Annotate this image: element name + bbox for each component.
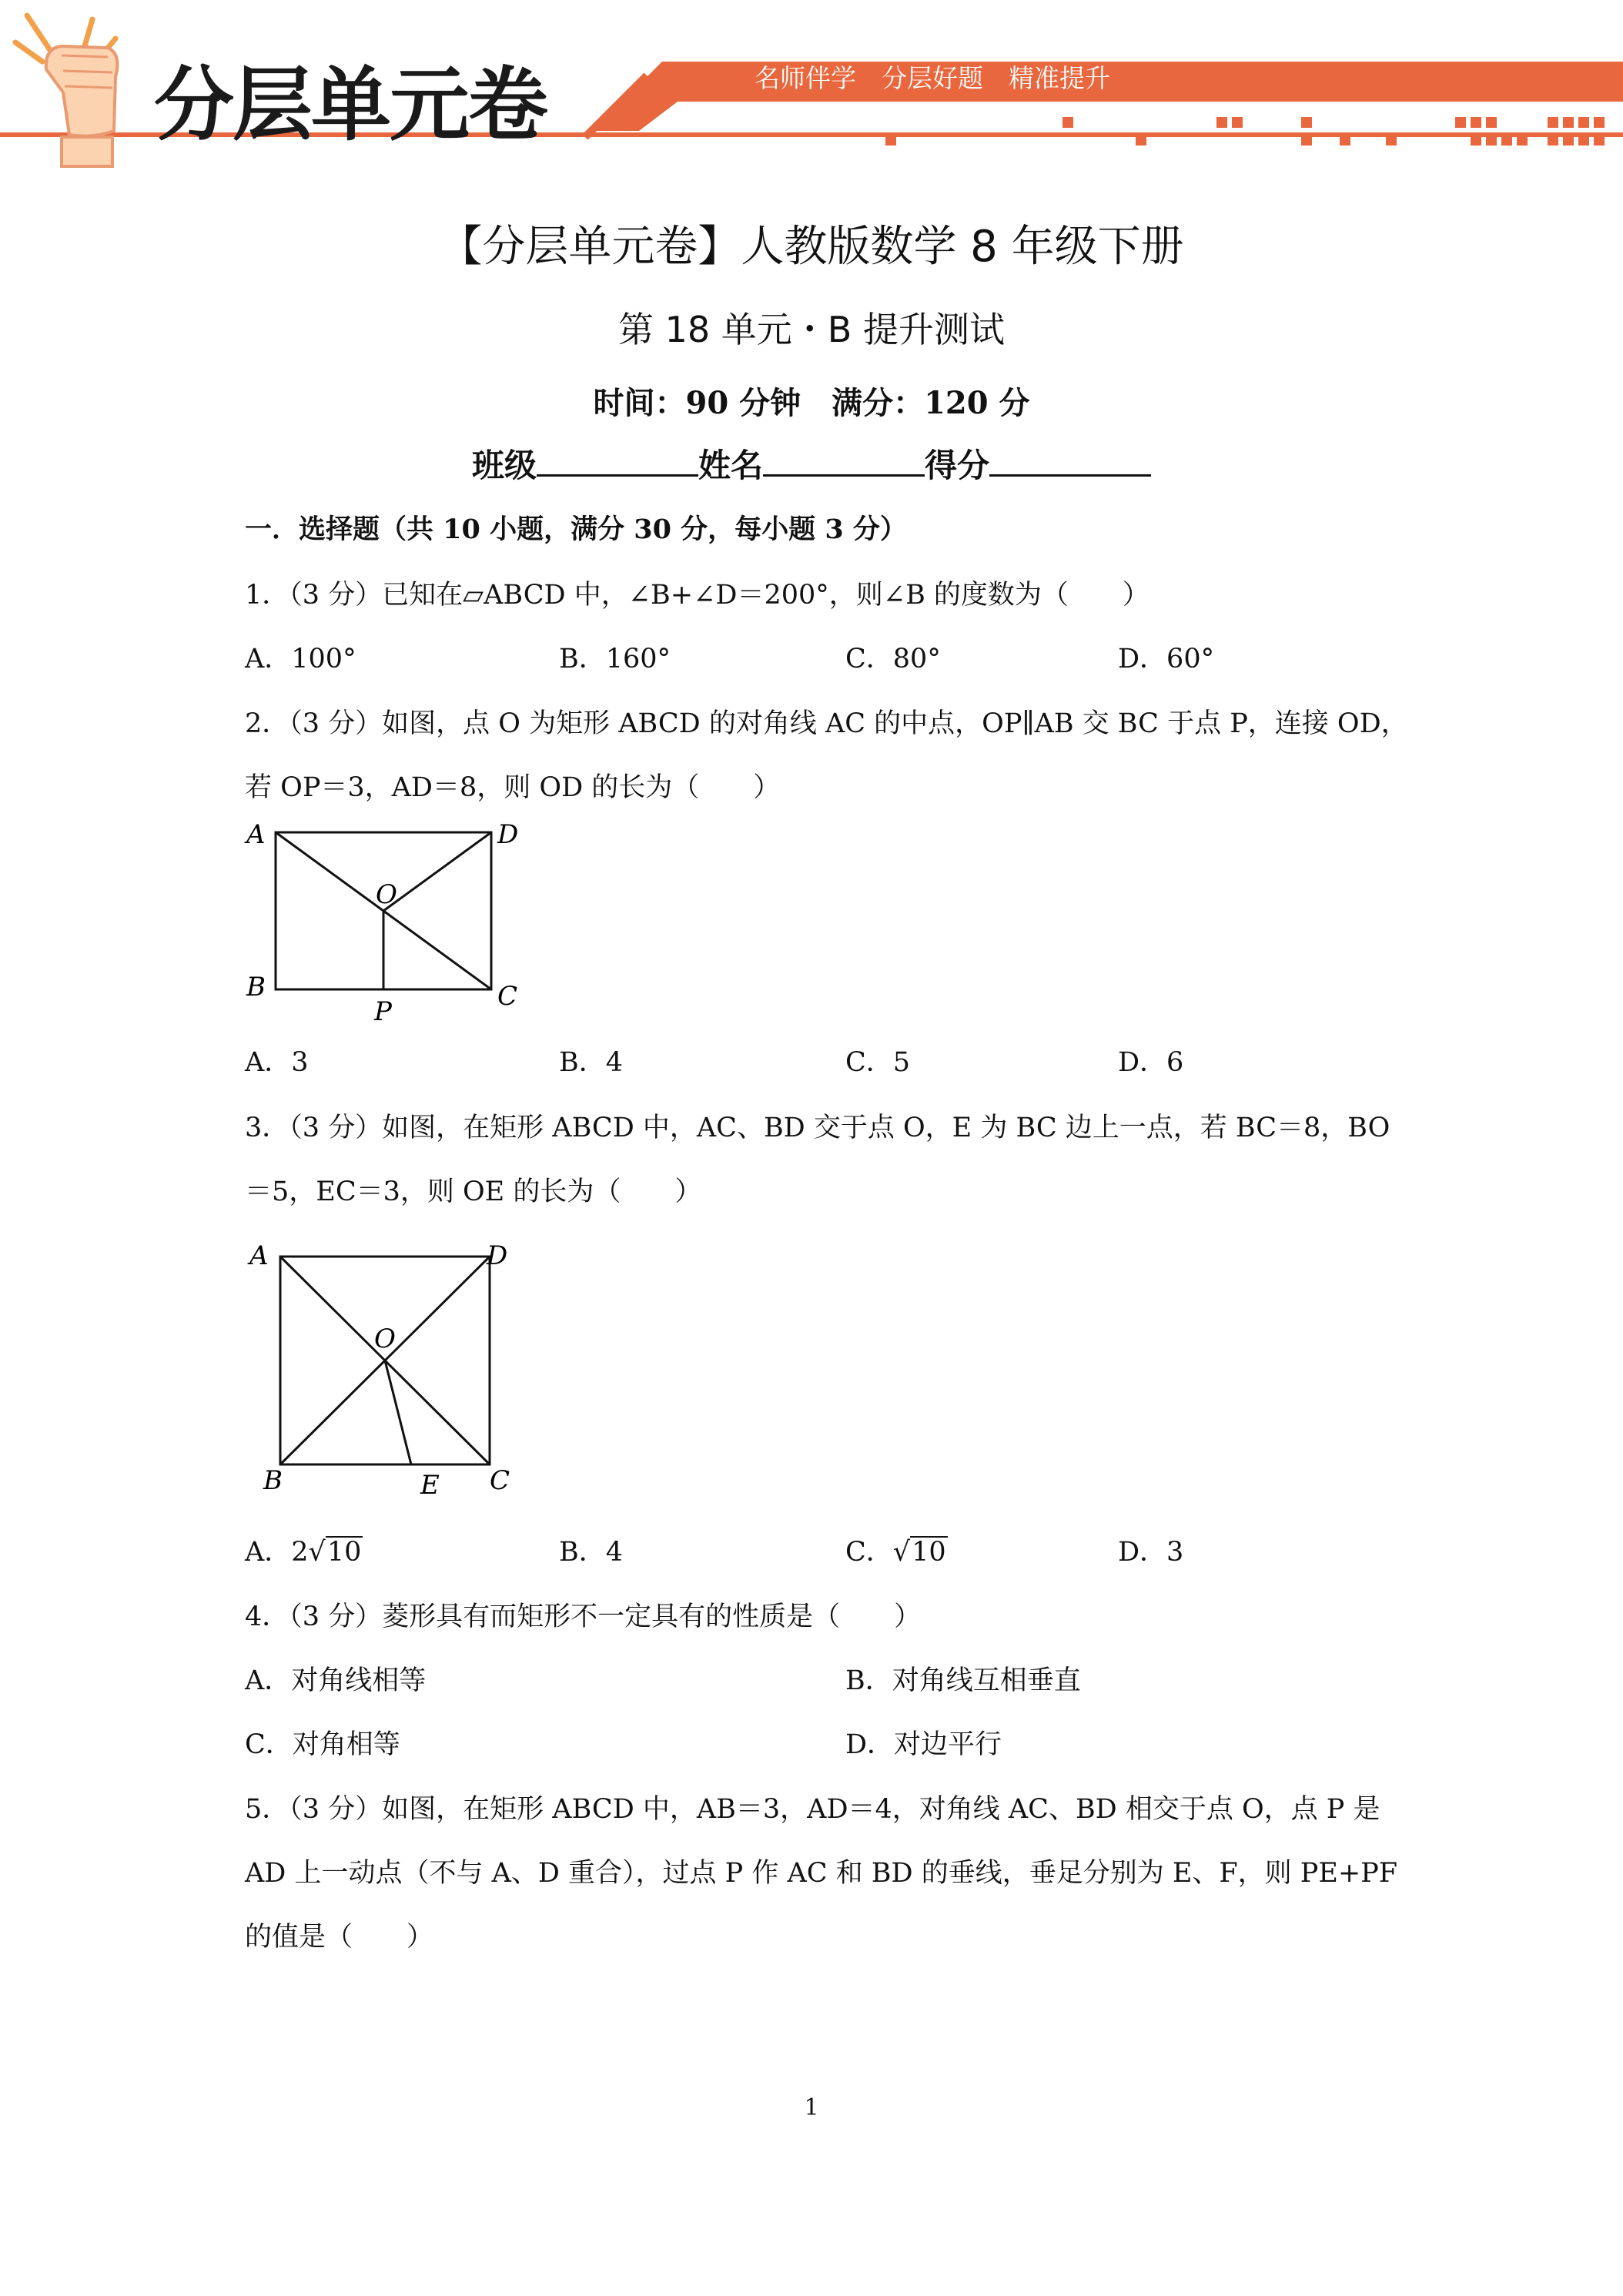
question-2-figure: [239, 812, 547, 1028]
class-blank[interactable]: [537, 443, 698, 477]
time-score-info: 时间：90 分钟 满分：120 分: [593, 385, 1030, 421]
brand-title: 分层单元卷: [154, 58, 547, 152]
fist-logo-icon: [15, 15, 117, 166]
option-c-label: C．: [845, 1537, 893, 1568]
score-blank[interactable]: [989, 443, 1151, 477]
figure-2-label-d: D: [497, 819, 519, 850]
figure-3-label-a: A: [249, 1240, 269, 1271]
question-1-stem: 1．（3 分）已知在▱ABCD 中，∠B+∠D＝200°，则∠B 的度数为（ ）: [245, 580, 1149, 611]
question-3-stem-line-2: ＝5，EC＝3，则 OE 的长为（ ）: [245, 1176, 702, 1207]
question-3-option-b[interactable]: B．4: [559, 1537, 623, 1568]
question-2-stem-line-1: 2．（3 分）如图，点 O 为矩形 ABCD 的对角线 AC 的中点，OP∥AB 交 BC 于点 P，连接 OD，: [245, 708, 1408, 739]
score-label: 得分: [925, 447, 990, 484]
question-4-option-a[interactable]: A．对角线相等: [245, 1665, 427, 1696]
question-1-option-b[interactable]: B．160°: [559, 644, 671, 674]
figure-3-label-e: E: [420, 1470, 440, 1501]
document-subtitle: 第 18 单元・B 提升测试: [618, 309, 1005, 350]
question-5-stem-line-2: AD 上一动点（不与 A、D 重合），过点 P 作 AC 和 BD 的垂线，垂足分别为 E、F，则 PE+PF: [245, 1858, 1398, 1889]
student-info-line: [0, 440, 1623, 487]
page-number: 1: [804, 2094, 819, 2121]
document-title: 【分层单元卷】人教版数学 8 年级下册: [439, 222, 1184, 272]
question-3-stem-line-1: 3．（3 分）如图，在矩形 ABCD 中，AC、BD 交于点 O，E 为 BC 边上一点，若 BC＝8，BO: [245, 1113, 1390, 1143]
question-4-stem: 4．（3 分）菱形具有而矩形不一定具有的性质是（ ）: [245, 1602, 922, 1632]
figure-2-label-o: O: [376, 879, 397, 910]
name-label: 姓名: [698, 447, 763, 484]
figure-3-label-o: O: [374, 1324, 396, 1354]
figure-3-label-d: D: [487, 1240, 508, 1271]
question-1-option-c[interactable]: C．80°: [845, 644, 941, 674]
question-2-option-d[interactable]: D．6: [1118, 1047, 1184, 1078]
question-1-option-d[interactable]: D．60°: [1118, 644, 1215, 674]
question-5-stem-line-1: 5．（3 分）如图，在矩形 ABCD 中，AB＝3，AD＝4，对角线 AC、BD 相交于点 O，点 P 是: [245, 1794, 1380, 1825]
question-4-option-b[interactable]: B．对角线互相垂直: [845, 1665, 1081, 1696]
figure-2-label-p: P: [374, 996, 392, 1027]
figure-3-label-c: C: [490, 1465, 510, 1496]
question-2-option-b[interactable]: B．4: [559, 1047, 623, 1078]
section-heading: 一．选择题（共 10 小题，满分 30 分，每小题 3 分）: [245, 514, 907, 545]
question-4-option-c[interactable]: C．对角相等: [245, 1729, 400, 1760]
name-blank[interactable]: [763, 443, 925, 477]
question-2-option-c[interactable]: C．5: [845, 1047, 911, 1078]
option-a-radicand: 10: [326, 1537, 362, 1568]
question-3-option-c[interactable]: C．√10: [845, 1537, 946, 1568]
question-3-option-d[interactable]: D．3: [1118, 1537, 1184, 1568]
page-header: [0, 0, 1623, 169]
question-5-stem-line-3: 的值是（ ）: [245, 1922, 434, 1953]
question-1-option-a[interactable]: A．100°: [245, 644, 356, 674]
figure-2-label-b: B: [246, 972, 266, 1002]
figure-2-label-c: C: [497, 981, 518, 1012]
class-label: 班级: [471, 447, 537, 484]
figure-2-label-a: A: [246, 819, 266, 850]
figure-3-label-b: B: [263, 1465, 283, 1496]
option-c-radicand: 10: [912, 1537, 946, 1568]
header-slogan: 名师伴学 分层好题 精准提升: [755, 63, 1110, 93]
question-3-figure: [239, 1232, 547, 1501]
question-4-option-d[interactable]: D．对边平行: [845, 1729, 1002, 1760]
option-a-label: A．2: [245, 1537, 309, 1568]
question-2-option-a[interactable]: A．3: [245, 1047, 309, 1078]
question-3-option-a[interactable]: A．2√10: [245, 1537, 362, 1568]
question-2-stem-line-2: 若 OP＝3，AD＝8，则 OD 的长为（ ）: [245, 772, 781, 803]
